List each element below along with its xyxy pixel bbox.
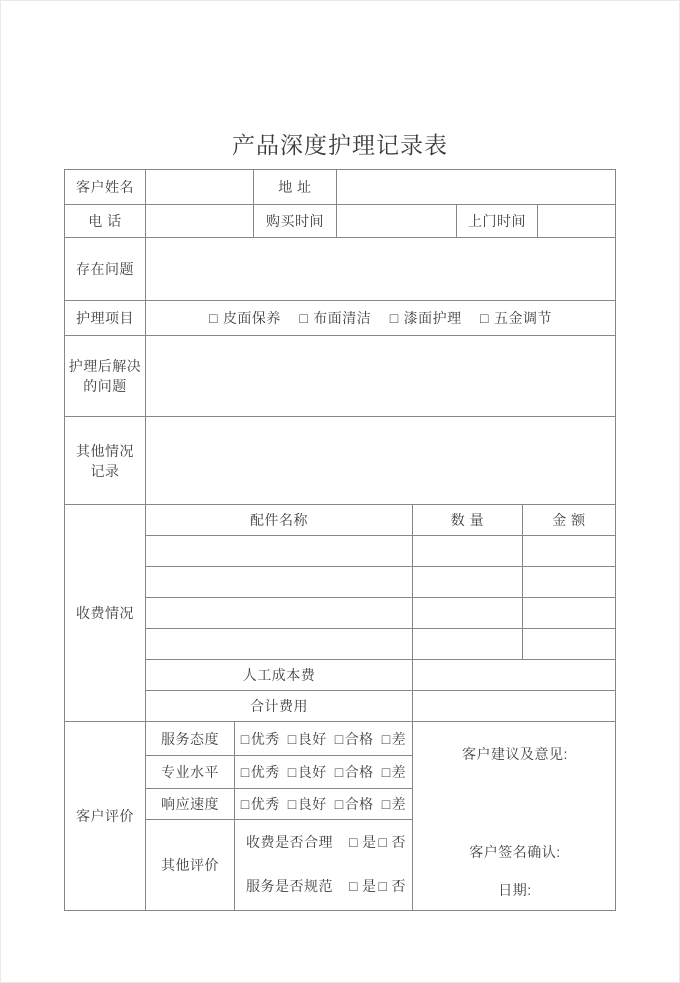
checkbox-label: 合格	[344, 796, 374, 812]
care-option-fabric[interactable]	[299, 310, 371, 326]
checkbox-icon[interactable]: □	[287, 730, 297, 747]
quantity-field[interactable]	[412, 598, 522, 629]
checkbox-label: 否	[391, 834, 406, 850]
other-evaluation-label: 其他评价	[145, 820, 234, 911]
checkbox-icon[interactable]: □	[378, 878, 388, 894]
part-name-field[interactable]	[145, 629, 412, 660]
rating-option-poor[interactable]	[382, 764, 406, 780]
checkbox-icon[interactable]: □	[334, 764, 344, 780]
visit-time-field[interactable]	[537, 205, 615, 238]
visit-time-label: 上门时间	[456, 205, 537, 238]
customer-name-field[interactable]	[145, 170, 253, 205]
care-option-hardware[interactable]	[480, 310, 552, 326]
part-name-field[interactable]	[145, 567, 412, 598]
amount-field[interactable]	[522, 598, 615, 629]
other-evaluation-cell	[234, 820, 412, 911]
amount-header: 金 额	[522, 505, 615, 536]
quantity-field[interactable]	[412, 567, 522, 598]
labor-cost-field[interactable]	[412, 660, 615, 691]
checkbox-label: 是	[361, 834, 377, 850]
problems-label: 存在问题	[64, 238, 145, 301]
checkbox-icon[interactable]: □	[480, 310, 490, 326]
customer-name-label: 客户姓名	[64, 170, 145, 205]
no-option[interactable]	[378, 834, 405, 850]
care-options-cell	[145, 301, 615, 336]
comments-signature-cell[interactable]	[412, 722, 615, 911]
checkbox-icon[interactable]: □	[287, 764, 297, 780]
rating-option-good[interactable]	[288, 764, 327, 780]
rating-option-good[interactable]	[288, 731, 327, 747]
professional-level-options	[234, 756, 412, 789]
yes-option[interactable]	[349, 878, 376, 894]
checkbox-label: 布面清洁	[313, 310, 372, 326]
checkbox-icon[interactable]: □	[389, 310, 399, 326]
amount-field[interactable]	[522, 536, 615, 567]
rating-option-excellent[interactable]	[241, 764, 280, 780]
checkbox-icon[interactable]: □	[381, 796, 391, 812]
checkbox-icon[interactable]: □	[208, 310, 218, 326]
checkbox-label: 优秀	[250, 730, 280, 747]
address-label: 地 址	[253, 170, 336, 205]
rating-option-excellent[interactable]	[241, 796, 280, 812]
purchase-time-field[interactable]	[336, 205, 456, 238]
yes-option[interactable]	[349, 834, 376, 850]
checkbox-icon[interactable]: □	[378, 834, 388, 850]
checkbox-label: 皮面保养	[222, 310, 281, 326]
checkbox-label: 差	[391, 730, 407, 747]
checkbox-icon[interactable]: □	[299, 310, 309, 326]
signature-label: 客户签名确认:	[469, 844, 561, 860]
phone-label: 电 话	[64, 205, 145, 238]
care-items-label: 护理项目	[64, 301, 145, 336]
checkbox-label: 漆面护理	[403, 310, 462, 326]
checkbox-label: 否	[391, 878, 406, 894]
checkbox-icon[interactable]: □	[349, 878, 358, 894]
evaluation-label: 客户评价	[64, 722, 145, 911]
checkbox-label: 优秀	[250, 764, 280, 780]
labor-cost-label: 人工成本费	[145, 660, 412, 691]
checkbox-icon[interactable]: □	[349, 834, 358, 850]
rating-option-excellent[interactable]	[241, 731, 280, 747]
page-title: 产品深度护理记录表	[232, 132, 448, 158]
part-name-field[interactable]	[145, 536, 412, 567]
parts-name-header: 配件名称	[145, 505, 412, 536]
response-speed-label: 响应速度	[145, 789, 234, 820]
checkbox-label: 差	[391, 764, 407, 780]
checkbox-label: 是	[361, 878, 377, 894]
rating-option-pass[interactable]	[335, 796, 374, 812]
rating-option-poor[interactable]	[382, 796, 406, 812]
other-notes-field[interactable]	[145, 417, 615, 505]
checkbox-icon[interactable]: □	[240, 730, 250, 747]
question-text: 服务是否规范	[246, 878, 333, 894]
checkbox-icon[interactable]: □	[334, 730, 344, 747]
quantity-field[interactable]	[412, 536, 522, 567]
rating-option-pass[interactable]	[335, 731, 374, 747]
phone-field[interactable]	[145, 205, 253, 238]
checkbox-icon[interactable]: □	[240, 764, 250, 780]
no-option[interactable]	[378, 878, 405, 894]
checkbox-icon[interactable]: □	[381, 730, 391, 747]
solved-problems-label: 护理后解决的问题	[64, 336, 145, 417]
checkbox-icon[interactable]: □	[240, 796, 250, 812]
record-table	[64, 169, 616, 911]
checkbox-icon[interactable]: □	[334, 796, 344, 812]
amount-field[interactable]	[522, 567, 615, 598]
total-cost-label: 合计费用	[145, 691, 412, 722]
checkbox-label: 优秀	[250, 796, 280, 812]
problems-field[interactable]	[145, 238, 615, 301]
rating-option-good[interactable]	[288, 796, 327, 812]
checkbox-label: 良好	[297, 796, 327, 812]
service-attitude-options	[234, 722, 412, 756]
response-speed-options	[234, 789, 412, 820]
checkbox-label: 合格	[344, 730, 374, 747]
purchase-time-label: 购买时间	[253, 205, 336, 238]
service-attitude-label: 服务态度	[145, 722, 234, 756]
comments-label: 客户建议及意见:	[462, 746, 568, 762]
rating-option-pass[interactable]	[335, 764, 374, 780]
checkbox-label: 良好	[297, 764, 327, 780]
fee-reasonable-question	[242, 832, 412, 852]
checkbox-label: 差	[391, 796, 407, 812]
other-notes-label: 其他情况记录	[64, 417, 145, 505]
checkbox-icon[interactable]: □	[287, 796, 297, 812]
rating-option-poor[interactable]	[382, 731, 406, 747]
checkbox-label: 合格	[344, 764, 374, 780]
quantity-header: 数 量	[412, 505, 522, 536]
question-text: 收费是否合理	[246, 834, 333, 850]
care-option-paint[interactable]	[390, 310, 462, 326]
checkbox-label: 良好	[297, 730, 327, 747]
service-standard-question	[242, 876, 412, 896]
part-name-field[interactable]	[145, 598, 412, 629]
charges-label: 收费情况	[64, 505, 145, 722]
checkbox-label: 五金调节	[494, 310, 553, 326]
amount-field[interactable]	[522, 629, 615, 660]
address-field[interactable]	[336, 170, 615, 205]
total-cost-field[interactable]	[412, 691, 615, 722]
quantity-field[interactable]	[412, 629, 522, 660]
care-option-leather[interactable]	[209, 310, 281, 326]
date-label: 日期:	[498, 882, 532, 898]
professional-level-label: 专业水平	[145, 756, 234, 789]
checkbox-icon[interactable]: □	[381, 764, 391, 780]
solved-problems-field[interactable]	[145, 336, 615, 417]
